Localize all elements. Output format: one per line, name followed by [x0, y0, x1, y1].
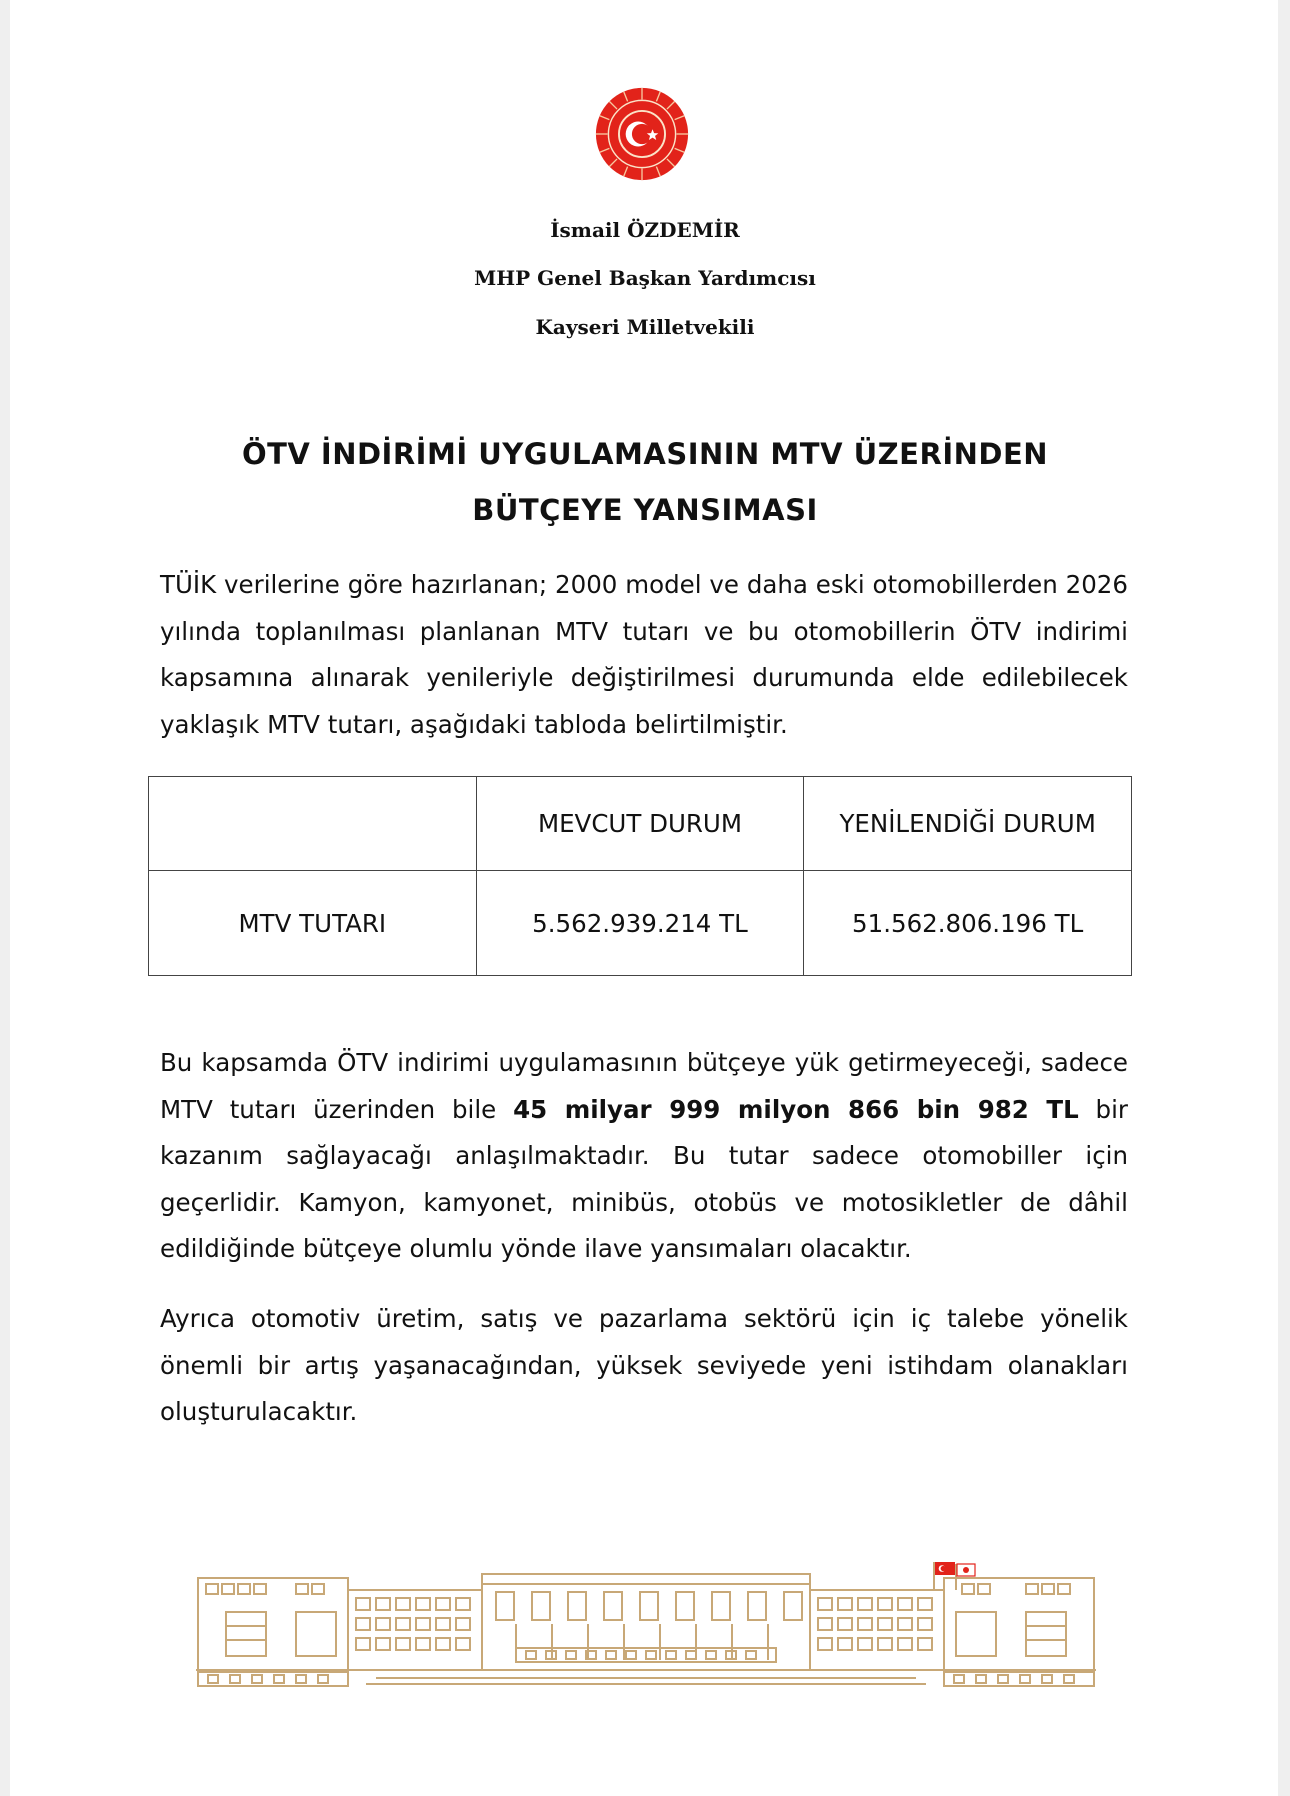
table-row	[149, 871, 1132, 976]
table-cell-renewed-value: 51.562.806.196 TL	[804, 871, 1132, 976]
table-header-row	[149, 777, 1132, 871]
mp-position: MHP Genel Başkan Yardımcısı	[474, 266, 816, 290]
savings-amount: 45 milyar 999 milyon 866 bin 982 TL	[513, 1094, 1079, 1124]
savings-paragraph	[160, 1040, 1128, 1273]
savings-text-after: bir kazanım sağlayacağı anlaşılmaktadır. Bu tutar sadece otomobiller için geçerlidir. Kamyon, kamyonet, minibüs, otobüs ve motosikletler de dâhil edildiğinde bütçeye olumlu yönde ilave yansımaları olacaktır.	[160, 1094, 1128, 1263]
table-header-current: MEVCUT DURUM	[476, 777, 804, 871]
document-title-line2: BÜTÇEYE YANSIMASI	[472, 493, 818, 527]
mtv-table	[148, 776, 1132, 976]
employment-paragraph: Ayrıca otomotiv üretim, satış ve pazarlama sektörü için iç talebe yönelik önemli bir artış yaşanacağından, yüksek seviyede yeni istihdam olanakları oluşturulacaktır.	[160, 1304, 1128, 1426]
parliament-building-illustration	[196, 1560, 1096, 1690]
table-row-label: MTV TUTARI	[149, 871, 477, 976]
savings-text-before: Bu kapsamda ÖTV indirimi uygulamasının bütçeye yük getirmeyeceği, sadece MTV tutarı üzerinden bile	[160, 1048, 1128, 1124]
table-header-renewed: YENİLENDİĞİ DURUM	[804, 777, 1132, 871]
document-title-line1: ÖTV İNDİRİMİ UYGULAMASININ MTV ÜZERİNDEN	[241, 437, 1049, 471]
mp-name: İsmail ÖZDEMİR	[550, 218, 740, 242]
mp-constituency: Kayseri Milletvekili	[535, 315, 755, 339]
intro-paragraph: TÜİK verilerine göre hazırlanan; 2000 model ve daha eski otomobillerden 2026 yılında toplanılması planlanan MTV tutarı ve bu otomobillerin ÖTV indirimi kapsamına alınarak yenileriyle değiştirilmesi durumunda elde edilebilecek yaklaşık MTV tutarı, aşağıdaki tabloda belirtilmiştir.	[160, 570, 1128, 739]
table-cell-current-value: 5.562.939.214 TL	[476, 871, 804, 976]
table-header-empty	[149, 777, 477, 871]
tbmm-seal-logo	[594, 86, 690, 182]
